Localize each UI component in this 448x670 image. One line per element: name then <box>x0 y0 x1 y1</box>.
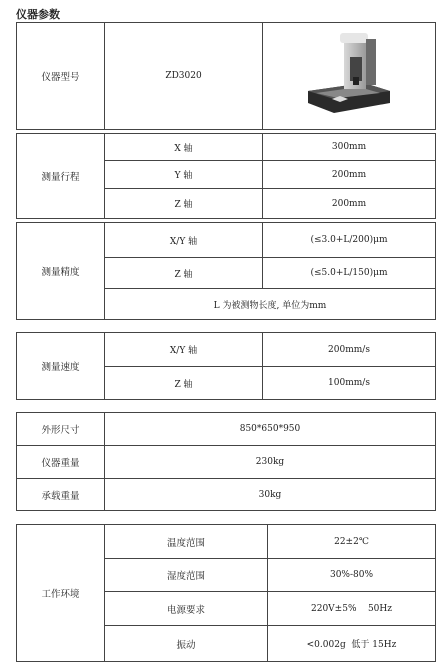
speed-xy-value: 200mm/s <box>328 344 370 355</box>
load-label: 承载重量 <box>41 490 80 502</box>
page-title: 仪器参数 <box>16 8 60 21</box>
environment-label: 工作环境 <box>41 589 80 600</box>
accuracy-note: L 为被测物长度, 单位为mm <box>213 300 327 311</box>
env-row-value: 30%-80% <box>329 570 374 580</box>
size-value: 850*650*950 <box>239 424 301 434</box>
travel-x-axis: X 轴 <box>174 143 193 154</box>
travel-y-axis: Y 轴 <box>174 171 193 181</box>
weight-label: 仪器重量 <box>41 458 80 469</box>
accuracy-xy-value: (≤3.0+L/200)μm <box>310 235 388 245</box>
env-row-name: 振动 <box>176 639 196 651</box>
weight-value: 230kg <box>255 457 285 467</box>
model-value: ZD3020 <box>165 71 202 81</box>
instrument-image <box>263 22 435 130</box>
speed-xy-axis: X/Y 轴 <box>169 346 198 356</box>
model-label: 仪器型号 <box>41 72 80 83</box>
env-row-name: 电源要求 <box>166 604 205 616</box>
speed-label: 测量速度 <box>41 362 80 373</box>
travel-label: 测量行程 <box>41 172 80 183</box>
accuracy-z-value: (≤5.0+L/150)μm <box>310 268 388 278</box>
env-row-name: 温度范围 <box>166 537 205 549</box>
travel-y-value: 200mm <box>331 169 367 180</box>
accuracy-label: 测量精度 <box>41 267 80 278</box>
accuracy-xy-axis: X/Y 轴 <box>169 236 198 247</box>
speed-z-value: 100mm/s <box>328 378 370 388</box>
travel-x-value: 300mm <box>331 142 367 152</box>
size-label: 外形尺寸 <box>41 425 80 436</box>
env-row-value: <0.002g 低于 15Hz <box>306 640 397 650</box>
travel-z-axis: Z 轴 <box>174 200 193 210</box>
measuring-machine-icon <box>304 27 394 125</box>
accuracy-z-axis: Z 轴 <box>174 269 193 280</box>
speed-z-axis: Z 轴 <box>174 379 193 390</box>
load-value: 30kg <box>258 489 282 500</box>
env-row-name: 湿度范围 <box>166 571 205 582</box>
travel-z-value: 200mm <box>331 198 367 209</box>
env-row-value: 220V±5% 50Hz <box>311 603 392 614</box>
env-row-value: 22±2℃ <box>334 536 369 547</box>
